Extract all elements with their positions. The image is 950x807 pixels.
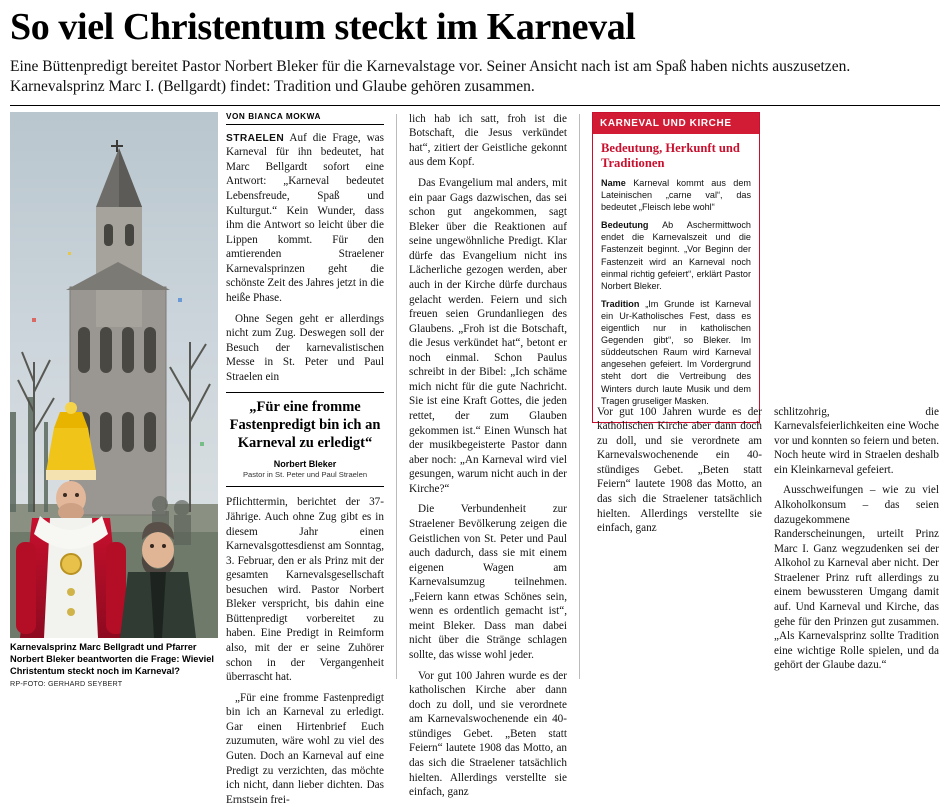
paragraph: Vor gut 100 Jahren wurde es der katholischen Kirche aber dann doch zu doll, und sie verordnete am Karnevalswochenende ein 40-stündiges Gebet. „Beten statt Feiern“ lautete 1908 das Motto, an das sich die Straelener tatsächlich hielten. Allerdings verstellte sie einfach, ganz	[409, 669, 567, 799]
photo-credit: RP-FOTO: GERHARD SEYBERT	[10, 679, 123, 689]
paragraph: lich hab ich satt, froh ist die Botschaft, die Jesus verkündet hat“, zitiert der Geistliche gekonnt aus dem Kopf.	[409, 112, 567, 169]
paragraph: STRAELEN Auf die Frage, was Karneval für ihn bedeutet, hat Marc Bellgardt sofort eine Antwort: „Karneval bedeutet Lebensfreude, Spaß und Kulturgut.“ Kein Wunder, dass ihm die Antwort so leicht über die Lippen kommt. Für den amtierenden Straelener Karnevalsprinzen geht die schönste Zeit des Jahres jetzt in die heiße Phase.	[226, 131, 384, 304]
photo-illustration	[10, 112, 218, 638]
info-box-text: „Im Grunde ist Karneval ein Ur-Katholisches Fest, dass es eigentlich nur in katholischen Gegenden gibt“, so Bleker. Im süddeutschen Raum wird Karneval angesehen gefeiert. Im Vordergrund steht dort die Vertreibung des Winters durch laute Musik und dem Tragen gruseliger Masken.	[601, 298, 751, 406]
info-box-text: Ab Aschermittwoch endet die Karnevalszeit und die Fastenzeit beginnt. „Vor Beginn der Fastenzeit wird an Karneval noch einmal richtig gefeiert“, erklärt Pastor Norbert Bleker.	[601, 220, 751, 291]
byline: VON BIANCA MOKWA	[226, 112, 384, 125]
info-box-term: Bedeutung	[601, 220, 649, 231]
paragraph: schlitzohrig, die Karnevalsfeierlichkeiten eine Woche vor und konnten so feiern und beten. Noch heute wird in Straelen deshalb ein Kleinkarneval gefeiert.	[774, 405, 939, 476]
paragraph: Vor gut 100 Jahren wurde es der katholischen Kirche aber dann doch zu doll, und sie verordnete am Karnevalswochenende ein 40-stündiges Gebet. „Beten statt Feiern“ lautete 1908 das Motto, an das sich die Straelener tatsächlich hielten. Allerdings verstellte sie einfach, ganz	[597, 405, 762, 535]
info-box-entry	[601, 219, 751, 292]
column-divider	[396, 114, 397, 679]
paragraph: Ohne Segen geht er allerdings nicht zum Zug. Deswegen soll der Besuch der karnevalistischen Messe in St. Peter und Paul Straelen ein	[226, 312, 384, 383]
pull-quote-text: „Für eine fromme Fastenpredigt bin ich an Karneval zu erledigt“	[229, 399, 381, 451]
text-column-1	[226, 111, 384, 806]
dateline: STRAELEN	[226, 132, 285, 144]
photo-caption: Karnevalsprinz Marc Bellgradt und Pfarrer Norbert Bleker beantworten die Frage: Wieviel Christentum steckt noch im Karneval?	[10, 641, 214, 676]
info-box-title: Bedeutung, Herkunft und Traditionen	[601, 140, 740, 170]
photo-column	[10, 112, 226, 689]
article-photo	[10, 112, 218, 638]
info-box	[592, 112, 760, 423]
paragraph: Die Verbundenheit zur Straelener Bevölkerung zeigen die Geistlichen von St. Peter und Paul auch dadurch, dass sie mit einem eigenen Wagen am Karnevalsumzug teilnehmen. „Feiern kann etwas Schönes sein, wenn es ordentlich gemacht ist“, meint Bleker. Dass man dabei nicht über die Stränge schlagen sollte, das wisse wohl jeder.	[409, 503, 567, 662]
text-column-2b	[597, 405, 762, 679]
info-box-term: Tradition	[601, 298, 640, 309]
paragraph: Das Evangelium mal anders, mit ein paar Gags dazwischen, das sei schon gut angekommen, sagt Bleker über die Reaktionen auf seine ungewöhnliche Predigt. Klar dürfe das Evangelium nicht ins Lächerliche gezogen werden, aber auch in der Kirche dürfe durchaus gelacht werden. Feiern und sich freuen seien Grundanliegen des Glaubens. „Froh ist die Botschaft, die Jesus verkündet hat“, betont er noch einmal. Schon Paulus schreibt in der Bibel: „Ich schäme mich nicht für die gute Nachricht. Sie ist eine Kraft Gottes, die jeden rettet, der zum Glauben gekommen ist.“ Einen Wunsch hat der musikbegeisterte Pastor dann aber noch: „An Karneval wird viel gesungen, warum nicht auch in der Kirche?“	[409, 177, 567, 495]
newspaper-page	[0, 6, 950, 806]
header-divider	[10, 105, 940, 106]
paragraph: Ausschweifungen – wie zu viel Alkoholkonsum – das seien dazugekommene Randerscheinungen, urteilt Prinz Marc I. Ganz wegzudenken sei der Alkohol zu Karneval aber nicht. Der Straelener Prinz ruft allerdings zu einem bewussteren Umgang damit auf. Und Karneval und Kirche, das gehe für den Prinzen gut zusammen. „Als Karnevalsprinz sollte Tradition eine wichtige Rolle spielen, und da gehört der Glaube dazu.“	[774, 484, 939, 672]
column-divider	[579, 114, 580, 679]
info-box-header: KARNEVAL UND KIRCHE	[593, 113, 759, 134]
pull-quote-author: Norbert Bleker	[273, 459, 337, 470]
pull-quote	[226, 392, 384, 487]
text-column-3b	[774, 405, 939, 679]
paragraph: „Für eine fromme Fastenpredigt bin ich an Karneval zu erledigt. Gar einen Hirtenbrief Euch zuzumuten, wäre wohl zu viel des Guten. Doch an Karneval auf eine Predigt zu verzichten, das möchte ich nicht, dann lieber dichten. Das Ernstsein frei-	[226, 691, 384, 806]
page-title: So viel Christentum steckt im Karneval	[10, 6, 636, 48]
paragraph: Pflichttermin, berichtet der 37-Jährige. Auch ohne Zug gibt es in diesem Jahr einen Karnevalsgottesdienst am Sonntag, 3. Februar, den er als Prinz mit der gesamten Karnevalsgesellschaft besuchen wird. Pastor Norbert Bleker verspricht, bis dahin eine Büttenpredigt vorbereitet zu haben. Eine Predigt in Reimform also, mit der er seine Zuhörer schon in der Vergangenheit überrascht hat.	[226, 496, 384, 684]
info-box-term: Name	[601, 178, 626, 189]
info-box-body	[593, 134, 759, 422]
info-box-entry	[601, 298, 751, 407]
info-box-text: Karneval kommt aus dem Lateinischen „carne val“, das bedeutet „Fleisch lebe wohl“	[601, 178, 751, 213]
subheadline: Eine Büttenpredigt bereitet Pastor Norbert Bleker für die Karnevalstage vor. Seiner Ansicht nach ist am Spaß haben nichts auszusetzen. Karnevalsprinz Marc I. (Bellgardt) findet: Tradition und Glaube gehören zusammen.	[10, 57, 851, 96]
pull-quote-role: Pastor in St. Peter und Paul Straelen	[242, 470, 368, 480]
bottom-text-columns	[597, 405, 940, 679]
text-column-2	[409, 112, 567, 799]
article-body	[10, 111, 940, 806]
info-box-entry	[601, 177, 751, 213]
